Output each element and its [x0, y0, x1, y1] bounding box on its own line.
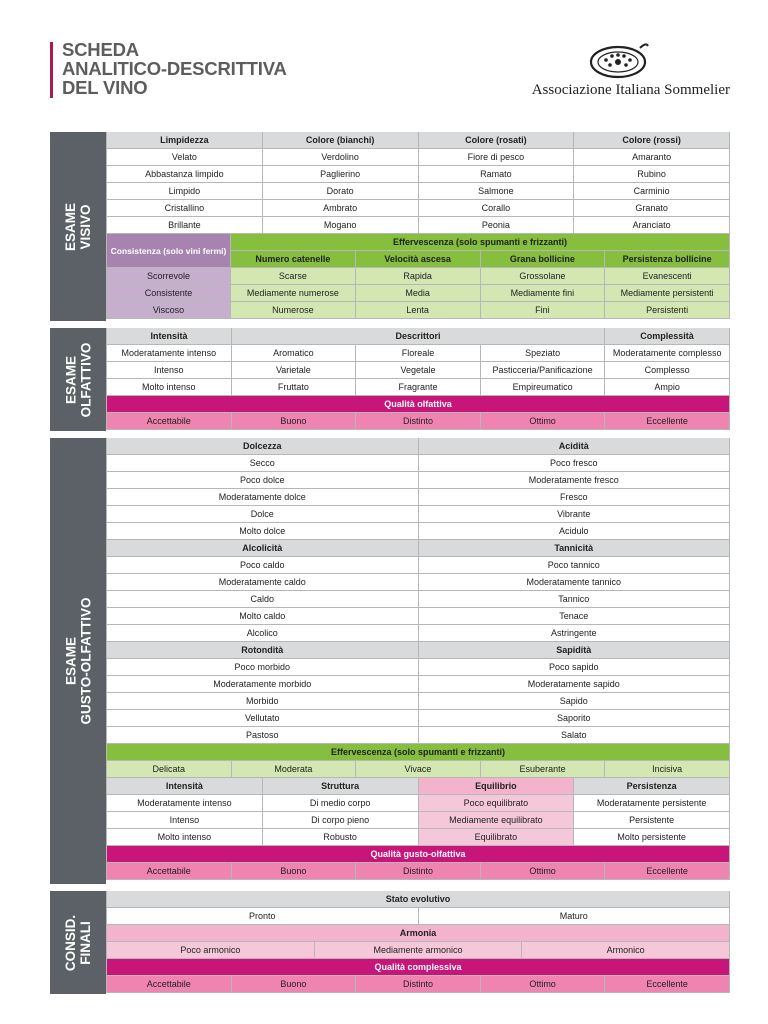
section-esame-gusto-olfattivo [50, 438, 730, 884]
table-row [106, 908, 730, 925]
option-cell[interactable]: Mogano [263, 217, 419, 234]
option-cell[interactable]: Robusto [263, 829, 419, 846]
option-cell[interactable]: Intenso [106, 362, 232, 379]
quality-option[interactable]: Buono [232, 413, 357, 430]
consistenza-header: Consistenza (solo vini fermi) [106, 234, 231, 268]
quality-header: Qualità gusto-olfattiva [106, 846, 730, 863]
section-label-line: ESAME [63, 637, 78, 686]
option-cell[interactable]: Ambrato [263, 200, 419, 217]
option-cell[interactable]: Mediamente fini [481, 285, 606, 302]
option-cell[interactable]: Armonico [522, 942, 730, 959]
quality-header-row [106, 959, 730, 976]
table-row [106, 523, 730, 540]
option-cell[interactable]: Equilibrato [419, 829, 575, 846]
title-line: DEL VINO [62, 77, 148, 98]
column-header: Limpidezza [106, 132, 263, 149]
table-row [106, 608, 730, 625]
option-cell[interactable]: Moderatamente fresco [419, 472, 731, 489]
quality-header: Qualità complessiva [106, 959, 730, 976]
quality-option[interactable]: Buono [232, 863, 357, 880]
option-cell[interactable]: Salato [419, 727, 731, 744]
column-header: Numero catenelle [231, 251, 356, 268]
option-cell[interactable]: Morbido [106, 693, 419, 710]
column-header: Sapidità [419, 642, 731, 659]
quality-option[interactable]: Distinto [356, 413, 481, 430]
option-cell[interactable]: Verdolino [263, 149, 419, 166]
table-row [106, 268, 231, 285]
table-row [231, 285, 730, 302]
option-cell[interactable]: Fiore di pesco [419, 149, 575, 166]
column-header: Velocità ascesa [356, 251, 481, 268]
option-cell[interactable]: Intenso [106, 812, 263, 829]
table-header-row [106, 778, 730, 795]
quality-option[interactable]: Distinto [356, 863, 481, 880]
option-cell[interactable]: Limpido [106, 183, 263, 200]
option-cell[interactable]: Salmone [419, 183, 575, 200]
section-label-line: OLFATTIVO [78, 342, 93, 417]
ais-tastevin-icon [588, 40, 650, 80]
option-cell[interactable]: Maturo [419, 908, 731, 925]
option-cell[interactable]: Brillante [106, 217, 263, 234]
quality-row [106, 863, 730, 880]
option-cell[interactable]: Ramato [419, 166, 575, 183]
option-cell[interactable]: Molto intenso [106, 829, 263, 846]
option-cell[interactable]: Corallo [419, 200, 575, 217]
option-cell[interactable]: Granato [574, 200, 730, 217]
table-row [106, 659, 730, 676]
option-cell[interactable]: Moderatamente complesso [605, 345, 730, 362]
option-cell[interactable]: Paglierino [263, 166, 419, 183]
option-cell[interactable]: Saporito [419, 710, 731, 727]
stato-evolutivo-header: Stato evolutivo [106, 891, 730, 908]
option-cell[interactable]: Pasticceria/Panificazione [481, 362, 606, 379]
option-cell[interactable]: Acidulo [419, 523, 731, 540]
table-row [106, 591, 730, 608]
column-header: Persistenza [574, 778, 730, 795]
option-cell[interactable]: Grossolane [481, 268, 606, 285]
table-row [106, 812, 730, 829]
table-row [106, 472, 730, 489]
ais-logo [510, 40, 730, 100]
section-label-line: FINALI [78, 920, 94, 965]
quality-header: Qualità olfattiva [106, 396, 730, 413]
option-cell[interactable]: Rubino [574, 166, 730, 183]
quality-option[interactable]: Eccellente [605, 413, 730, 430]
quality-row [106, 413, 730, 430]
option-cell[interactable]: Delicata [106, 761, 232, 778]
option-cell[interactable]: Molto persistente [574, 829, 730, 846]
table-row [106, 217, 730, 234]
table-row [106, 379, 730, 396]
option-cell[interactable]: Poco dolce [106, 472, 419, 489]
option-cell[interactable]: Empireumatico [481, 379, 606, 396]
quality-option[interactable]: Eccellente [605, 976, 730, 993]
section-sidebar [50, 438, 106, 884]
option-cell[interactable]: Pastoso [106, 727, 419, 744]
table-row [231, 302, 730, 319]
option-cell[interactable]: Carminio [574, 183, 730, 200]
table-header-row [106, 438, 730, 455]
table-row [106, 302, 231, 319]
option-cell[interactable]: Fragrante [356, 379, 481, 396]
title-line: ANALITICO-DESCRITTIVA [62, 58, 287, 79]
section-label [63, 914, 93, 970]
quality-option[interactable]: Distinto [356, 976, 481, 993]
option-cell[interactable]: Mediamente persistenti [605, 285, 730, 302]
quality-option[interactable]: Accettabile [106, 976, 232, 993]
column-header: Intensità [106, 328, 232, 345]
column-header: Persistenza bollicine [605, 251, 730, 268]
section-sidebar [50, 328, 106, 431]
column-header: Colore (bianchi) [263, 132, 419, 149]
page-header [50, 40, 730, 102]
table-row [106, 727, 730, 744]
table-header-row [106, 642, 730, 659]
table-row [106, 942, 730, 959]
option-cell[interactable]: Vibrante [419, 506, 731, 523]
option-cell[interactable]: Numerose [231, 302, 356, 319]
table-row [106, 345, 730, 362]
option-cell[interactable]: Moderatamente caldo [106, 574, 419, 591]
quality-option[interactable]: Ottimo [481, 976, 606, 993]
table-header-row [106, 328, 730, 345]
column-header: Struttura [263, 778, 419, 795]
column-header: Alcolicità [106, 540, 419, 557]
option-cell[interactable]: Fresco [419, 489, 731, 506]
option-cell[interactable]: Persistenti [605, 302, 730, 319]
consistenza-header-row [106, 234, 231, 268]
section-label-line: CONSID. [63, 914, 79, 971]
effervescenza-header-row [106, 744, 730, 761]
option-cell[interactable]: Molto caldo [106, 608, 419, 625]
consistenza-column [106, 234, 231, 319]
section-label [63, 342, 93, 417]
option-cell[interactable]: Poco caldo [106, 557, 419, 574]
option-cell[interactable]: Rapida [356, 268, 481, 285]
option-cell[interactable]: Moderatamente intenso [106, 795, 263, 812]
option-cell[interactable]: Abbastanza limpido [106, 166, 263, 183]
option-cell[interactable]: Media [356, 285, 481, 302]
option-cell[interactable]: Moderatamente intenso [106, 345, 232, 362]
column-header: Complessità [605, 328, 730, 345]
option-cell[interactable]: Velato [106, 149, 263, 166]
option-cell[interactable]: Moderatamente dolce [106, 489, 419, 506]
table-row [231, 268, 730, 285]
option-cell[interactable]: Consistente [106, 285, 231, 302]
armonia-header-row [106, 925, 730, 942]
section-sidebar [50, 891, 106, 994]
table-row [106, 625, 730, 642]
option-cell[interactable]: Dorato [263, 183, 419, 200]
option-cell[interactable]: Mediamente equilibrato [419, 812, 575, 829]
option-cell[interactable]: Caldo [106, 591, 419, 608]
quality-row [106, 976, 730, 993]
option-cell[interactable]: Poco fresco [419, 455, 731, 472]
section-label-line: ESAME [63, 355, 78, 404]
table-row [106, 200, 730, 217]
option-cell[interactable]: Persistente [574, 812, 730, 829]
option-cell[interactable]: Ampio [605, 379, 730, 396]
option-cell[interactable]: Esuberante [481, 761, 606, 778]
olfattivo-table [106, 328, 730, 430]
org-name: Associazione Italiana Sommelier [531, 82, 730, 98]
quality-option[interactable]: Buono [232, 976, 357, 993]
option-cell[interactable]: Poco sapido [419, 659, 731, 676]
section-considerazioni-finali [50, 891, 730, 994]
section-label-line: GUSTO-OLFATTIVO [78, 597, 93, 725]
option-cell[interactable]: Varietale [232, 362, 357, 379]
option-cell[interactable]: Di medio corpo [263, 795, 419, 812]
column-header: Acidità [419, 438, 731, 455]
finali-table [106, 891, 730, 993]
option-cell[interactable]: Complesso [605, 362, 730, 379]
effervescenza-subheader-row [231, 251, 730, 268]
section-esame-olfattivo [50, 328, 730, 431]
table-row [106, 506, 730, 523]
option-cell[interactable]: Vivace [356, 761, 481, 778]
table-row [106, 149, 730, 166]
option-cell[interactable]: Poco armonico [106, 942, 315, 959]
option-cell[interactable]: Poco equilibrato [419, 795, 575, 812]
title-line: SCHEDA [62, 39, 139, 60]
quality-option[interactable]: Ottimo [481, 863, 606, 880]
quality-header-row [106, 846, 730, 863]
option-cell[interactable]: Vellutato [106, 710, 419, 727]
option-cell[interactable]: Mediamente armonico [315, 942, 523, 959]
option-cell[interactable]: Aranciato [574, 217, 730, 234]
section-label [63, 202, 93, 250]
option-cell[interactable]: Alcolico [106, 625, 419, 642]
option-cell[interactable]: Evanescenti [605, 268, 730, 285]
table-row [106, 710, 730, 727]
table-row [106, 285, 231, 302]
effervescenza-header: Effervescenza (solo spumanti e frizzanti) [106, 744, 730, 761]
option-cell[interactable]: Molto intenso [106, 379, 232, 396]
option-cell[interactable]: Mediamente numerose [231, 285, 356, 302]
option-cell[interactable]: Secco [106, 455, 419, 472]
table-row [106, 829, 730, 846]
option-cell[interactable]: Vegetale [356, 362, 481, 379]
table-header-row [106, 891, 730, 908]
option-cell[interactable]: Fini [481, 302, 606, 319]
effervescenza-header: Effervescenza (solo spumanti e frizzanti) [231, 234, 730, 251]
option-cell[interactable]: Moderatamente persistente [574, 795, 730, 812]
column-header: Dolcezza [106, 438, 419, 455]
option-cell[interactable]: Viscoso [106, 302, 231, 319]
table-row [106, 557, 730, 574]
option-cell[interactable]: Moderatamente sapido [419, 676, 731, 693]
option-cell[interactable]: Incisiva [605, 761, 730, 778]
quality-option[interactable]: Accettabile [106, 863, 232, 880]
option-cell[interactable]: Sapido [419, 693, 731, 710]
column-header: Equilibrio [419, 778, 575, 795]
column-header: Intensità [106, 778, 263, 795]
option-cell[interactable]: Poco morbido [106, 659, 419, 676]
table-header-row [106, 540, 730, 557]
option-cell[interactable]: Astringente [419, 625, 731, 642]
table-row [106, 455, 730, 472]
option-cell[interactable]: Di corpo pieno [263, 812, 419, 829]
gusto-table [106, 438, 730, 880]
option-cell[interactable]: Dolce [106, 506, 419, 523]
page-title [62, 40, 287, 97]
quality-option[interactable]: Eccellente [605, 863, 730, 880]
section-sidebar [50, 132, 106, 321]
table-header-row [106, 132, 730, 149]
table-row [106, 676, 730, 693]
table-row [106, 166, 730, 183]
option-cell[interactable]: Lenta [356, 302, 481, 319]
visivo-table [106, 132, 730, 319]
option-cell[interactable]: Cristallino [106, 200, 263, 217]
table-row [106, 795, 730, 812]
table-row [106, 693, 730, 710]
table-row [106, 183, 730, 200]
option-cell[interactable]: Moderata [232, 761, 357, 778]
column-header: Colore (rosati) [419, 132, 575, 149]
effervescenza-header-row [231, 234, 730, 251]
option-cell[interactable]: Tannico [419, 591, 731, 608]
option-cell[interactable]: Amaranto [574, 149, 730, 166]
option-cell[interactable]: Floreale [356, 345, 481, 362]
option-cell[interactable]: Moderatamente morbido [106, 676, 419, 693]
header-accent-bar [50, 42, 53, 98]
option-cell[interactable]: Speziato [481, 345, 606, 362]
column-header: Tannicità [419, 540, 731, 557]
column-header: Grana bollicine [481, 251, 606, 268]
table-row [106, 761, 730, 778]
option-cell[interactable]: Pronto [106, 908, 419, 925]
quality-header-row [106, 396, 730, 413]
table-row [106, 574, 730, 591]
section-label-line: VISIVO [77, 203, 93, 250]
column-header: Descrittori [232, 328, 605, 345]
quality-option[interactable]: Accettabile [106, 413, 232, 430]
option-cell[interactable]: Aromatico [232, 345, 357, 362]
option-cell[interactable]: Fruttato [232, 379, 357, 396]
option-cell[interactable]: Molto dolce [106, 523, 419, 540]
section-label [63, 598, 93, 725]
column-header: Colore (rossi) [574, 132, 730, 149]
quality-option[interactable]: Ottimo [481, 413, 606, 430]
armonia-header: Armonia [106, 925, 730, 942]
column-header: Rotondità [106, 642, 419, 659]
table-row [106, 489, 730, 506]
option-cell[interactable]: Moderatamente tannico [419, 574, 731, 591]
table-row [106, 362, 730, 379]
section-esame-visivo [50, 132, 730, 321]
option-cell[interactable]: Tenace [419, 608, 731, 625]
effervescenza-column [231, 234, 730, 319]
consistenza-effervescenza-block [106, 234, 730, 319]
section-label-line: ESAME [62, 202, 78, 251]
option-cell[interactable]: Scarse [231, 268, 356, 285]
option-cell[interactable]: Peonia [419, 217, 575, 234]
option-cell[interactable]: Poco tannico [419, 557, 731, 574]
option-cell[interactable]: Scorrevole [106, 268, 231, 285]
